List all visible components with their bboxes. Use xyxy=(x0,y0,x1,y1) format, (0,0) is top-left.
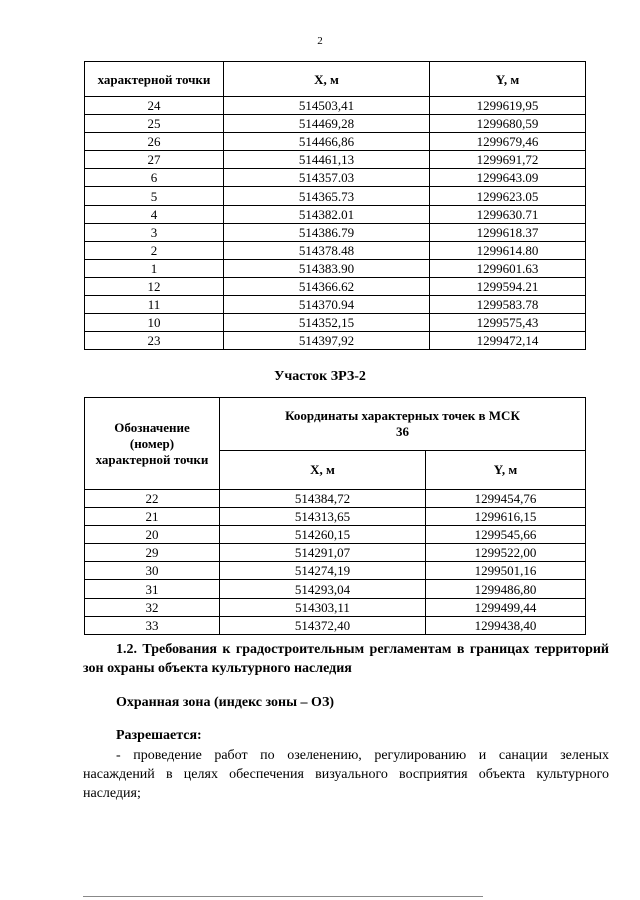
x-coordinate: 514383.90 xyxy=(224,259,430,277)
point-number: 23 xyxy=(85,332,224,350)
coordinates-table-zrz1 xyxy=(84,61,586,350)
y-coordinate: 1299472,14 xyxy=(430,332,586,350)
table-row xyxy=(85,544,586,562)
point-number: 2 xyxy=(85,241,224,259)
header-point: характерной точки xyxy=(85,62,224,97)
x-coordinate: 514352,15 xyxy=(224,314,430,332)
x-coordinate: 514384,72 xyxy=(220,490,426,508)
point-number: 3 xyxy=(85,223,224,241)
y-coordinate: 1299601.63 xyxy=(430,259,586,277)
y-coordinate: 1299583.78 xyxy=(430,296,586,314)
table-row xyxy=(85,115,586,133)
allowed-item: - проведение работ по озеленению, регулированию и санации зеленых насаждений в целях обеспечения визуального восприятия объекта культурного наследия; xyxy=(83,748,609,801)
point-number: 11 xyxy=(85,296,224,314)
y-coordinate: 1299643.09 xyxy=(430,169,586,187)
y-coordinate: 1299594.21 xyxy=(430,277,586,295)
x-coordinate: 514382.01 xyxy=(224,205,430,223)
point-number: 20 xyxy=(85,526,220,544)
x-coordinate: 514357.03 xyxy=(224,169,430,187)
table-row xyxy=(85,223,586,241)
table1-body xyxy=(85,97,586,350)
table-row xyxy=(85,490,586,508)
header-x: X, м xyxy=(220,451,426,490)
header-y: Y, м xyxy=(426,451,586,490)
table-row xyxy=(85,205,586,223)
zone-title: Охранная зона (индекс зоны – ОЗ) xyxy=(116,695,334,710)
point-number: 25 xyxy=(85,115,224,133)
x-coordinate: 514260,15 xyxy=(220,526,426,544)
table-row xyxy=(85,580,586,598)
header-coordinates: Координаты характерных точек в МСК 36 xyxy=(220,398,586,451)
y-coordinate: 1299618.37 xyxy=(430,223,586,241)
table-row xyxy=(85,277,586,295)
point-number: 31 xyxy=(85,580,220,598)
point-number: 27 xyxy=(85,151,224,169)
header-y: Y, м xyxy=(430,62,586,97)
point-number: 12 xyxy=(85,277,224,295)
y-coordinate: 1299623.05 xyxy=(430,187,586,205)
y-coordinate: 1299680,59 xyxy=(430,115,586,133)
coordinates-table-zrz2 xyxy=(84,397,586,635)
point-number: 1 xyxy=(85,259,224,277)
table-row xyxy=(85,97,586,115)
y-coordinate: 1299486,80 xyxy=(426,580,586,598)
y-coordinate: 1299501,16 xyxy=(426,562,586,580)
x-coordinate: 514461,13 xyxy=(224,151,430,169)
x-coordinate: 514378.48 xyxy=(224,241,430,259)
x-coordinate: 514313,65 xyxy=(220,508,426,526)
page-bottom-line xyxy=(83,896,483,897)
x-coordinate: 514366.62 xyxy=(224,277,430,295)
x-coordinate: 514503,41 xyxy=(224,97,430,115)
page-number: 2 xyxy=(317,35,323,47)
y-coordinate: 1299679,46 xyxy=(430,133,586,151)
table-header-row xyxy=(85,62,586,97)
table-row xyxy=(85,259,586,277)
point-number: 22 xyxy=(85,490,220,508)
y-coordinate: 1299619,95 xyxy=(430,97,586,115)
y-coordinate: 1299522,00 xyxy=(426,544,586,562)
x-coordinate: 514466,86 xyxy=(224,133,430,151)
point-number: 32 xyxy=(85,598,220,616)
x-coordinate: 514293,04 xyxy=(220,580,426,598)
point-number: 6 xyxy=(85,169,224,187)
y-coordinate: 1299630.71 xyxy=(430,205,586,223)
x-coordinate: 514469,28 xyxy=(224,115,430,133)
x-coordinate: 514372,40 xyxy=(220,616,426,634)
table-row xyxy=(85,508,586,526)
x-coordinate: 514274,19 xyxy=(220,562,426,580)
table-row xyxy=(85,526,586,544)
table-row xyxy=(85,616,586,634)
x-coordinate: 514291,07 xyxy=(220,544,426,562)
x-coordinate: 514365.73 xyxy=(224,187,430,205)
x-coordinate: 514370.94 xyxy=(224,296,430,314)
point-number: 29 xyxy=(85,544,220,562)
x-coordinate: 514386.79 xyxy=(224,223,430,241)
y-coordinate: 1299614.80 xyxy=(430,241,586,259)
point-number: 4 xyxy=(85,205,224,223)
table-row xyxy=(85,187,586,205)
x-coordinate: 514397,92 xyxy=(224,332,430,350)
point-number: 33 xyxy=(85,616,220,634)
table-row xyxy=(85,332,586,350)
table-row xyxy=(85,314,586,332)
table-row xyxy=(85,151,586,169)
table-row xyxy=(85,562,586,580)
y-coordinate: 1299454,76 xyxy=(426,490,586,508)
table-row xyxy=(85,296,586,314)
y-coordinate: 1299616,15 xyxy=(426,508,586,526)
table-header-row xyxy=(85,398,586,451)
section-title: Участок ЗРЗ-2 xyxy=(274,369,366,384)
header-x: X, м xyxy=(224,62,430,97)
point-number: 10 xyxy=(85,314,224,332)
table-row xyxy=(85,241,586,259)
x-coordinate: 514303,11 xyxy=(220,598,426,616)
section-heading: 1.2. Требования к градостроительным регламентам в границах территорий зон охраны объекта культурного наследия xyxy=(83,642,609,676)
point-number: 26 xyxy=(85,133,224,151)
y-coordinate: 1299691,72 xyxy=(430,151,586,169)
point-number: 30 xyxy=(85,562,220,580)
table-row xyxy=(85,133,586,151)
y-coordinate: 1299438,40 xyxy=(426,616,586,634)
y-coordinate: 1299575,43 xyxy=(430,314,586,332)
table-row xyxy=(85,598,586,616)
table2-body xyxy=(85,490,586,635)
header-point-designation: Обозначение (номер) характерной точки xyxy=(85,398,220,490)
point-number: 24 xyxy=(85,97,224,115)
y-coordinate: 1299545,66 xyxy=(426,526,586,544)
allowed-label: Разрешается: xyxy=(116,728,202,743)
y-coordinate: 1299499,44 xyxy=(426,598,586,616)
table-row xyxy=(85,169,586,187)
point-number: 5 xyxy=(85,187,224,205)
point-number: 21 xyxy=(85,508,220,526)
